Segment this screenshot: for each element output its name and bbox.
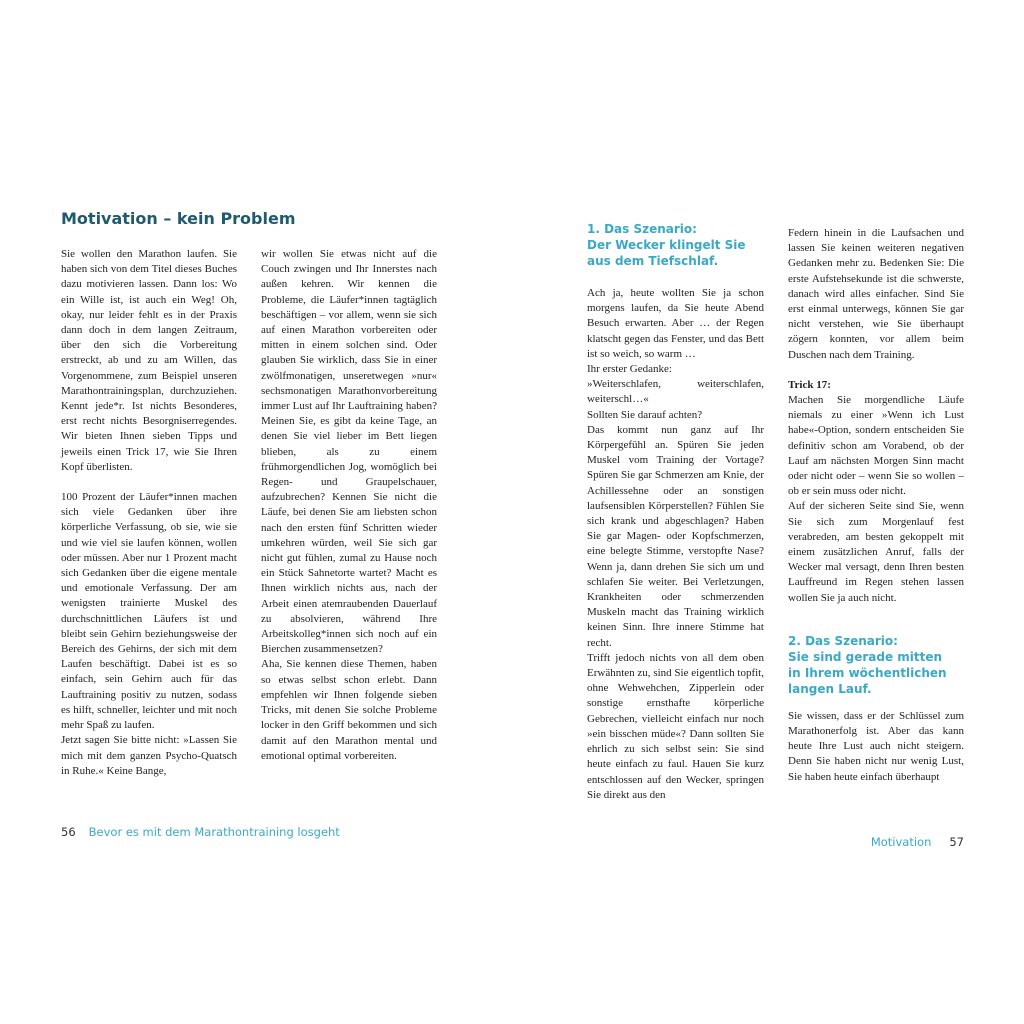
heading-line: 2. Das Szenario: xyxy=(788,633,898,648)
paragraph: Aha, Sie kennen diese Themen, haben so etwas selbst schon erlebt. Dann empfehlen wir Ihnen folgende sieben Tricks, mit denen Sie solche Probleme locker in den Griff bekommen und sich damit auf den Marathon mental und emotional optimal vorbereiten. xyxy=(261,658,437,762)
paragraph: Sollten Sie darauf achten? xyxy=(587,408,703,421)
paragraph: wir wollen Sie etwas nicht auf die Couch zwingen und Ihr Innerstes nach außen kehren. Wir kennen die Probleme, die Läufer*innen tagtäglich beschäftigen – vor allem, wenn sie sich auf einen Marathon vorbereiten oder mitten in einem solchen sind. Oder glauben Sie wirklich, dass Sie in einer zwölfmonatigen, unseretwegen »nur« sechsmonatigen Marathonvorbereitung immer Lust auf Ihr Lauftraining haben? Meinen Sie, es gibt da keine Tage, an denen Sie viel lieber im Bett liegen blieben, als zu einem frühmorgendlichen Jog, womöglich bei Regen- und Graupelschauer, aufzubrechen? Kennen Sie nicht die Läufe, bei denen Sie am liebsten schon nach den ersten fünf Schritten wieder umkehren würden, weil Sie sich gar nicht gut fühlen, zumal zu Hause noch ein Stück Sahnetorte wartet? Macht es Ihnen wirklich nichts aus, nach der Arbeit einen atemraubenden Dauerlauf zu absolvieren, während Ihre Arbeitskolleg*innen sich noch auf ein Bierchen zusammensetzen? xyxy=(261,248,437,656)
section-heading-scenario-2 xyxy=(788,633,964,697)
paragraph: Machen Sie morgendliche Läufe niemals zu einer »Wenn ich Lust habe«-Option, sondern entscheiden Sie definitiv schon am Vorabend, ob der Lauf am nächsten Morgen Sinn macht oder nicht oder – wenn Sie so wollen – ob er sein muss oder nicht. xyxy=(788,394,964,498)
paragraph: Federn hinein in die Laufsachen und lassen Sie keinen weiteren negativen Gedanken mehr zu. Bedenken Sie: Die erste Aufstehsekunde ist die schwerste, danach wird alles einfacher. Sind Sie erst einmal unterwegs, können Sie gar nicht verstehen, wie Sie überhaupt zögern konnten, vor allem beim Duschen nach dem Training. xyxy=(788,227,964,361)
paragraph: »Weiterschlafen, weiterschlafen, weiterschl…« xyxy=(587,378,764,406)
section-heading-scenario-1 xyxy=(587,221,767,269)
body-column-3 xyxy=(587,286,764,803)
page-title: Motivation – kein Problem xyxy=(61,209,296,228)
paragraph: Ach ja, heute wollten Sie ja schon morgens laufen, da Sie heute Abend Besuch erwarten. Aber … der Regen klatscht gegen das Fenster, und das Bett ist so weich, so warm … xyxy=(587,287,764,360)
page-number: 57 xyxy=(949,835,964,849)
heading-line: 1. Das Szenario: xyxy=(587,222,697,236)
paragraph: Jetzt sagen Sie bitte nicht: »Lassen Sie mich mit dem ganzen Psycho-Quatsch in Ruhe.« Keine Bange, xyxy=(61,734,237,777)
heading-line: langen Lauf. xyxy=(788,681,872,696)
paragraph: Trifft jedoch nichts von all dem oben Erwähnten zu, sind Sie eigentlich topfit, ohne Wehwehchen, Zipperlein oder sonstige ernsthafte körperliche Gebrechen, vielleicht einfach nur noch »ein bisschen müde«? Dann sollten Sie ehrlich zu sich selbst sein: Sie sind heute einfach zu faul. Hauen Sie kurz entschlossen auf den Wecker, springen Sie direkt aus den xyxy=(587,651,764,801)
body-column-2 xyxy=(261,247,437,764)
paragraph: Sie wollen den Marathon laufen. Sie haben sich von dem Titel dieses Buches dazu motivieren lassen. Dann los: Wo ein Wille ist, ist auch ein Weg! Oh, okay, nur leider fehlt es in der Praxis dann doch in dem langen Zeitraum, über den sich die Vorbereitung erstreckt, ab und zu am Willen, das Vorgenommene, zum Beispiel unseren Marathontrainingsplan, durchzuziehen. Kennt jede*r. Ist nichts Besonderes, erst recht nichts Besorgniserregendes. Wir bieten Ihnen sieben Tipps und jeweils einen Trick 17, wie Sie Ihren Kopf überlisten. xyxy=(61,248,237,473)
trick-label: Trick 17: xyxy=(788,378,831,391)
body-column-1 xyxy=(61,247,237,779)
body-column-4 xyxy=(788,226,964,785)
running-title: Motivation xyxy=(870,835,932,849)
footer-right xyxy=(871,835,964,849)
paragraph: 100 Prozent der Läufer*innen machen sich viele Gedanken über ihre körperliche Verfassung, ob sie, wie sie und wie viel sie laufen können, wollen oder müssen. Aber nur 1 Prozent macht sich Gedanken über die eigene mentale und emotionale Verfassung. Der am wenigsten trainierte Muskel des durchschnittlichen Läufers ist und bleibt sein Gehirn beziehungsweise der Bereich des Gehirns, der sich mit dem Laufen beschäftigt. Dabei ist es so einfach, sein Gehirn auch für das Lauftraining positiv zu nutzen, sodass es hilft, schneller, leichter und mit noch mehr Spaß zu laufen. xyxy=(61,491,237,732)
heading-line: Der Wecker klingelt Sie xyxy=(587,238,746,252)
paragraph: Auf der sicheren Seite sind Sie, wenn Sie sich zum Morgenlauf fest verabreden, am besten gekoppelt mit einem zusätzlichen Anruf, falls der Wecker mal versagt, denn Ihren besten Lauffreund im Regen stehen lassen wollen Sie ja auch nicht. xyxy=(788,500,964,604)
paragraph: Das kommt nun ganz auf Ihr Körpergefühl an. Spüren Sie jeden Muskel vom Training der Vortage? Spüren Sie gar Schmerzen am Knie, der Achillessehne oder an sonstigen laufsensiblen Körperstellen? Fühlen Sie sich krank und abgeschlagen? Haben Sie gar Magen- oder Kopfschmerzen, eine belegte Stimme, verstopfte Nase? Wenn ja, dann drehen Sie sich um und schlafen Sie weiter. Bei Verletzungen, Krankheiten oder schmerzenden Muskeln macht das Training wirklich keinen Sinn. Ihre innere Stimme hat recht. xyxy=(587,423,764,649)
heading-line: Sie sind gerade mitten xyxy=(788,649,943,664)
running-title: Bevor es mit dem Marathontraining losgeht xyxy=(88,825,340,839)
paragraph: Sie wissen, dass er der Schlüssel zum Marathonerfolg ist. Aber das kann heute Ihre Lust auch nicht steigern. Denn Sie haben nicht nur wenig Lust, Sie haben heute einfach überhaupt xyxy=(788,709,964,783)
heading-line: aus dem Tiefschlaf. xyxy=(587,254,719,268)
heading-line: in Ihrem wöchentlichen xyxy=(788,665,947,680)
page-number: 56 xyxy=(61,825,76,839)
footer-left xyxy=(61,825,340,839)
paragraph: Ihr erster Gedanke: xyxy=(587,363,672,376)
